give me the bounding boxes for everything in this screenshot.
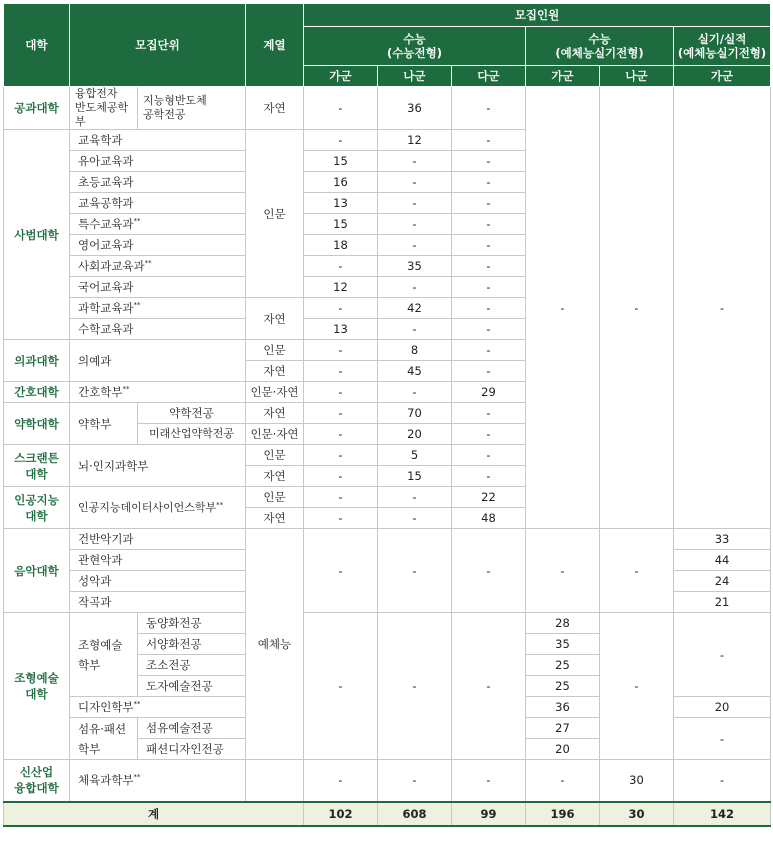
value-cell: -: [674, 718, 771, 760]
unit-name: 사회과교육과**: [70, 256, 246, 277]
value-cell: -: [304, 340, 378, 361]
unit-name: 융합전자 반도체공학부: [70, 87, 138, 130]
value-cell: 36: [526, 697, 600, 718]
header-suneung: 수능 (수능전형): [304, 27, 526, 66]
total-value: 30: [600, 802, 674, 826]
unit-name: 교육학과: [70, 130, 246, 151]
value-cell: 25: [526, 655, 600, 676]
value-cell: -: [378, 319, 452, 340]
unit-name: 의예과: [70, 340, 246, 382]
unit-name: 국어교육과: [70, 277, 246, 298]
total-value: 142: [674, 802, 771, 826]
unit-name: 영어교육과: [70, 235, 246, 256]
header-na: 나군: [600, 66, 674, 87]
value-cell: -: [600, 529, 674, 613]
field-cell: [246, 760, 304, 802]
value-cell: -: [600, 87, 674, 529]
value-cell: -: [378, 172, 452, 193]
value-cell: -: [378, 151, 452, 172]
value-cell: -: [452, 235, 526, 256]
header-na: 나군: [378, 66, 452, 87]
unit-name: 간호학부**: [70, 382, 246, 403]
field-cell: 인문·자연: [246, 382, 304, 403]
major-name: 미래산업약학전공: [138, 424, 246, 445]
value-cell: -: [304, 130, 378, 151]
value-cell: -: [304, 487, 378, 508]
field-cell: 인문: [246, 487, 304, 508]
value-cell: 28: [526, 613, 600, 634]
value-cell: 8: [378, 340, 452, 361]
unit-name: 조형예술 학부: [70, 613, 138, 697]
college-name: 간호대학: [4, 382, 70, 403]
value-cell: -: [452, 172, 526, 193]
unit-name: 작곡과: [70, 592, 246, 613]
college-name: 음악대학: [4, 529, 70, 613]
footnote-mark: **: [133, 700, 141, 708]
value-cell: -: [452, 277, 526, 298]
college-name: 공과대학: [4, 87, 70, 130]
header-unit: 모집단위: [70, 4, 246, 87]
value-cell: -: [378, 277, 452, 298]
value-cell: -: [674, 87, 771, 529]
value-cell: -: [452, 87, 526, 130]
footnote-mark: **: [144, 259, 152, 267]
value-cell: -: [304, 87, 378, 130]
total-value: 99: [452, 802, 526, 826]
value-cell: -: [378, 235, 452, 256]
value-cell: -: [452, 256, 526, 277]
value-cell: -: [452, 445, 526, 466]
value-cell: -: [452, 319, 526, 340]
college-name: 사범대학: [4, 130, 70, 340]
total-value: 608: [378, 802, 452, 826]
field-cell: 인문: [246, 130, 304, 298]
value-cell: -: [304, 424, 378, 445]
value-cell: 45: [378, 361, 452, 382]
value-cell: -: [452, 466, 526, 487]
value-cell: 20: [674, 697, 771, 718]
major-name: 패션디자인전공: [138, 739, 246, 760]
header-quota: 모집인원: [304, 4, 771, 27]
value-cell: -: [378, 760, 452, 802]
value-cell: 48: [452, 508, 526, 529]
field-cell: 자연: [246, 361, 304, 382]
value-cell: 13: [304, 193, 378, 214]
value-cell: -: [304, 403, 378, 424]
college-name: 스크랜튼 대학: [4, 445, 70, 487]
value-cell: -: [452, 214, 526, 235]
total-value: 102: [304, 802, 378, 826]
value-cell: 30: [600, 760, 674, 802]
college-name: 의과대학: [4, 340, 70, 382]
value-cell: -: [304, 760, 378, 802]
value-cell: 35: [526, 634, 600, 655]
value-cell: -: [378, 508, 452, 529]
value-cell: -: [378, 613, 452, 760]
value-cell: 12: [378, 130, 452, 151]
value-cell: -: [378, 214, 452, 235]
major-name: 서양화전공: [138, 634, 246, 655]
unit-name: 섬유·패션 학부: [70, 718, 138, 760]
unit-name: 성악과: [70, 571, 246, 592]
value-cell: -: [304, 256, 378, 277]
footnote-mark: **: [133, 217, 141, 225]
header-ga: 가군: [526, 66, 600, 87]
header-arts-suneung: 수능 (예체능실기전형): [526, 27, 674, 66]
value-cell: -: [674, 613, 771, 697]
footnote-mark: **: [133, 301, 141, 309]
major-name: 약학전공: [138, 403, 246, 424]
field-cell: 인문: [246, 445, 304, 466]
value-cell: -: [452, 613, 526, 760]
footnote-mark: **: [122, 385, 130, 393]
field-cell: 자연: [246, 87, 304, 130]
value-cell: -: [452, 403, 526, 424]
major-name: 동양화전공: [138, 613, 246, 634]
unit-name: 과학교육과**: [70, 298, 246, 319]
value-cell: 20: [526, 739, 600, 760]
value-cell: 5: [378, 445, 452, 466]
field-cell: 인문·자연: [246, 424, 304, 445]
value-cell: 13: [304, 319, 378, 340]
header-da: 다군: [452, 66, 526, 87]
value-cell: 12: [304, 277, 378, 298]
field-cell: 자연: [246, 298, 304, 340]
value-cell: -: [378, 193, 452, 214]
value-cell: 42: [378, 298, 452, 319]
unit-name: 특수교육과**: [70, 214, 246, 235]
value-cell: -: [304, 298, 378, 319]
value-cell: -: [304, 382, 378, 403]
header-ga: 가군: [674, 66, 771, 87]
value-cell: 36: [378, 87, 452, 130]
value-cell: -: [304, 466, 378, 487]
major-name: 지능형반도체 공학전공: [138, 87, 246, 130]
unit-name: 인공지능데이터사이언스학부**: [70, 487, 246, 529]
total-label: 계: [4, 802, 304, 826]
value-cell: -: [304, 361, 378, 382]
field-cell: 자연: [246, 508, 304, 529]
college-name: 인공지능 대학: [4, 487, 70, 529]
header-practical: 실기/실적 (예체능실기전형): [674, 27, 771, 66]
unit-name: 건반악기과: [70, 529, 246, 550]
value-cell: -: [378, 529, 452, 613]
header-college: 대학: [4, 4, 70, 87]
college-name: 조형예술 대학: [4, 613, 70, 760]
major-name: 섬유예술전공: [138, 718, 246, 739]
value-cell: 25: [526, 676, 600, 697]
value-cell: 15: [304, 214, 378, 235]
unit-name: 유아교육과: [70, 151, 246, 172]
value-cell: 70: [378, 403, 452, 424]
value-cell: 35: [378, 256, 452, 277]
value-cell: 22: [452, 487, 526, 508]
unit-name: 수학교육과: [70, 319, 246, 340]
value-cell: 21: [674, 592, 771, 613]
unit-name: 관현악과: [70, 550, 246, 571]
value-cell: 27: [526, 718, 600, 739]
value-cell: -: [378, 487, 452, 508]
field-cell: 예체능: [246, 529, 304, 760]
value-cell: 20: [378, 424, 452, 445]
value-cell: -: [304, 529, 378, 613]
header-ga: 가군: [304, 66, 378, 87]
value-cell: 15: [304, 151, 378, 172]
value-cell: -: [304, 508, 378, 529]
admission-quota-table: [3, 3, 771, 827]
value-cell: -: [452, 298, 526, 319]
value-cell: 44: [674, 550, 771, 571]
college-name: 신산업 융합대학: [4, 760, 70, 802]
value-cell: -: [378, 382, 452, 403]
value-cell: 15: [378, 466, 452, 487]
value-cell: 18: [304, 235, 378, 256]
value-cell: 33: [674, 529, 771, 550]
unit-name: 뇌·인지과학부: [70, 445, 246, 487]
unit-name: 디자인학부**: [70, 697, 246, 718]
value-cell: -: [600, 613, 674, 760]
major-name: 조소전공: [138, 655, 246, 676]
field-cell: 자연: [246, 466, 304, 487]
value-cell: -: [452, 424, 526, 445]
value-cell: -: [452, 361, 526, 382]
college-name: 약학대학: [4, 403, 70, 445]
value-cell: -: [526, 760, 600, 802]
field-cell: 자연: [246, 403, 304, 424]
value-cell: -: [304, 613, 378, 760]
value-cell: -: [452, 340, 526, 361]
value-cell: 24: [674, 571, 771, 592]
value-cell: -: [526, 87, 600, 529]
field-cell: 인문: [246, 340, 304, 361]
value-cell: -: [452, 193, 526, 214]
value-cell: -: [674, 760, 771, 802]
unit-name: 초등교육과: [70, 172, 246, 193]
value-cell: -: [526, 529, 600, 613]
value-cell: -: [452, 151, 526, 172]
unit-name: 약학부: [70, 403, 138, 445]
value-cell: -: [304, 445, 378, 466]
footnote-mark: **: [216, 500, 224, 509]
major-name: 도자예술전공: [138, 676, 246, 697]
value-cell: -: [452, 130, 526, 151]
value-cell: 16: [304, 172, 378, 193]
value-cell: -: [452, 760, 526, 802]
value-cell: 29: [452, 382, 526, 403]
value-cell: -: [452, 529, 526, 613]
total-value: 196: [526, 802, 600, 826]
header-field: 계열: [246, 4, 304, 87]
unit-name: 체육과학부**: [70, 760, 246, 802]
unit-name: 교육공학과: [70, 193, 246, 214]
footnote-mark: **: [133, 773, 141, 782]
